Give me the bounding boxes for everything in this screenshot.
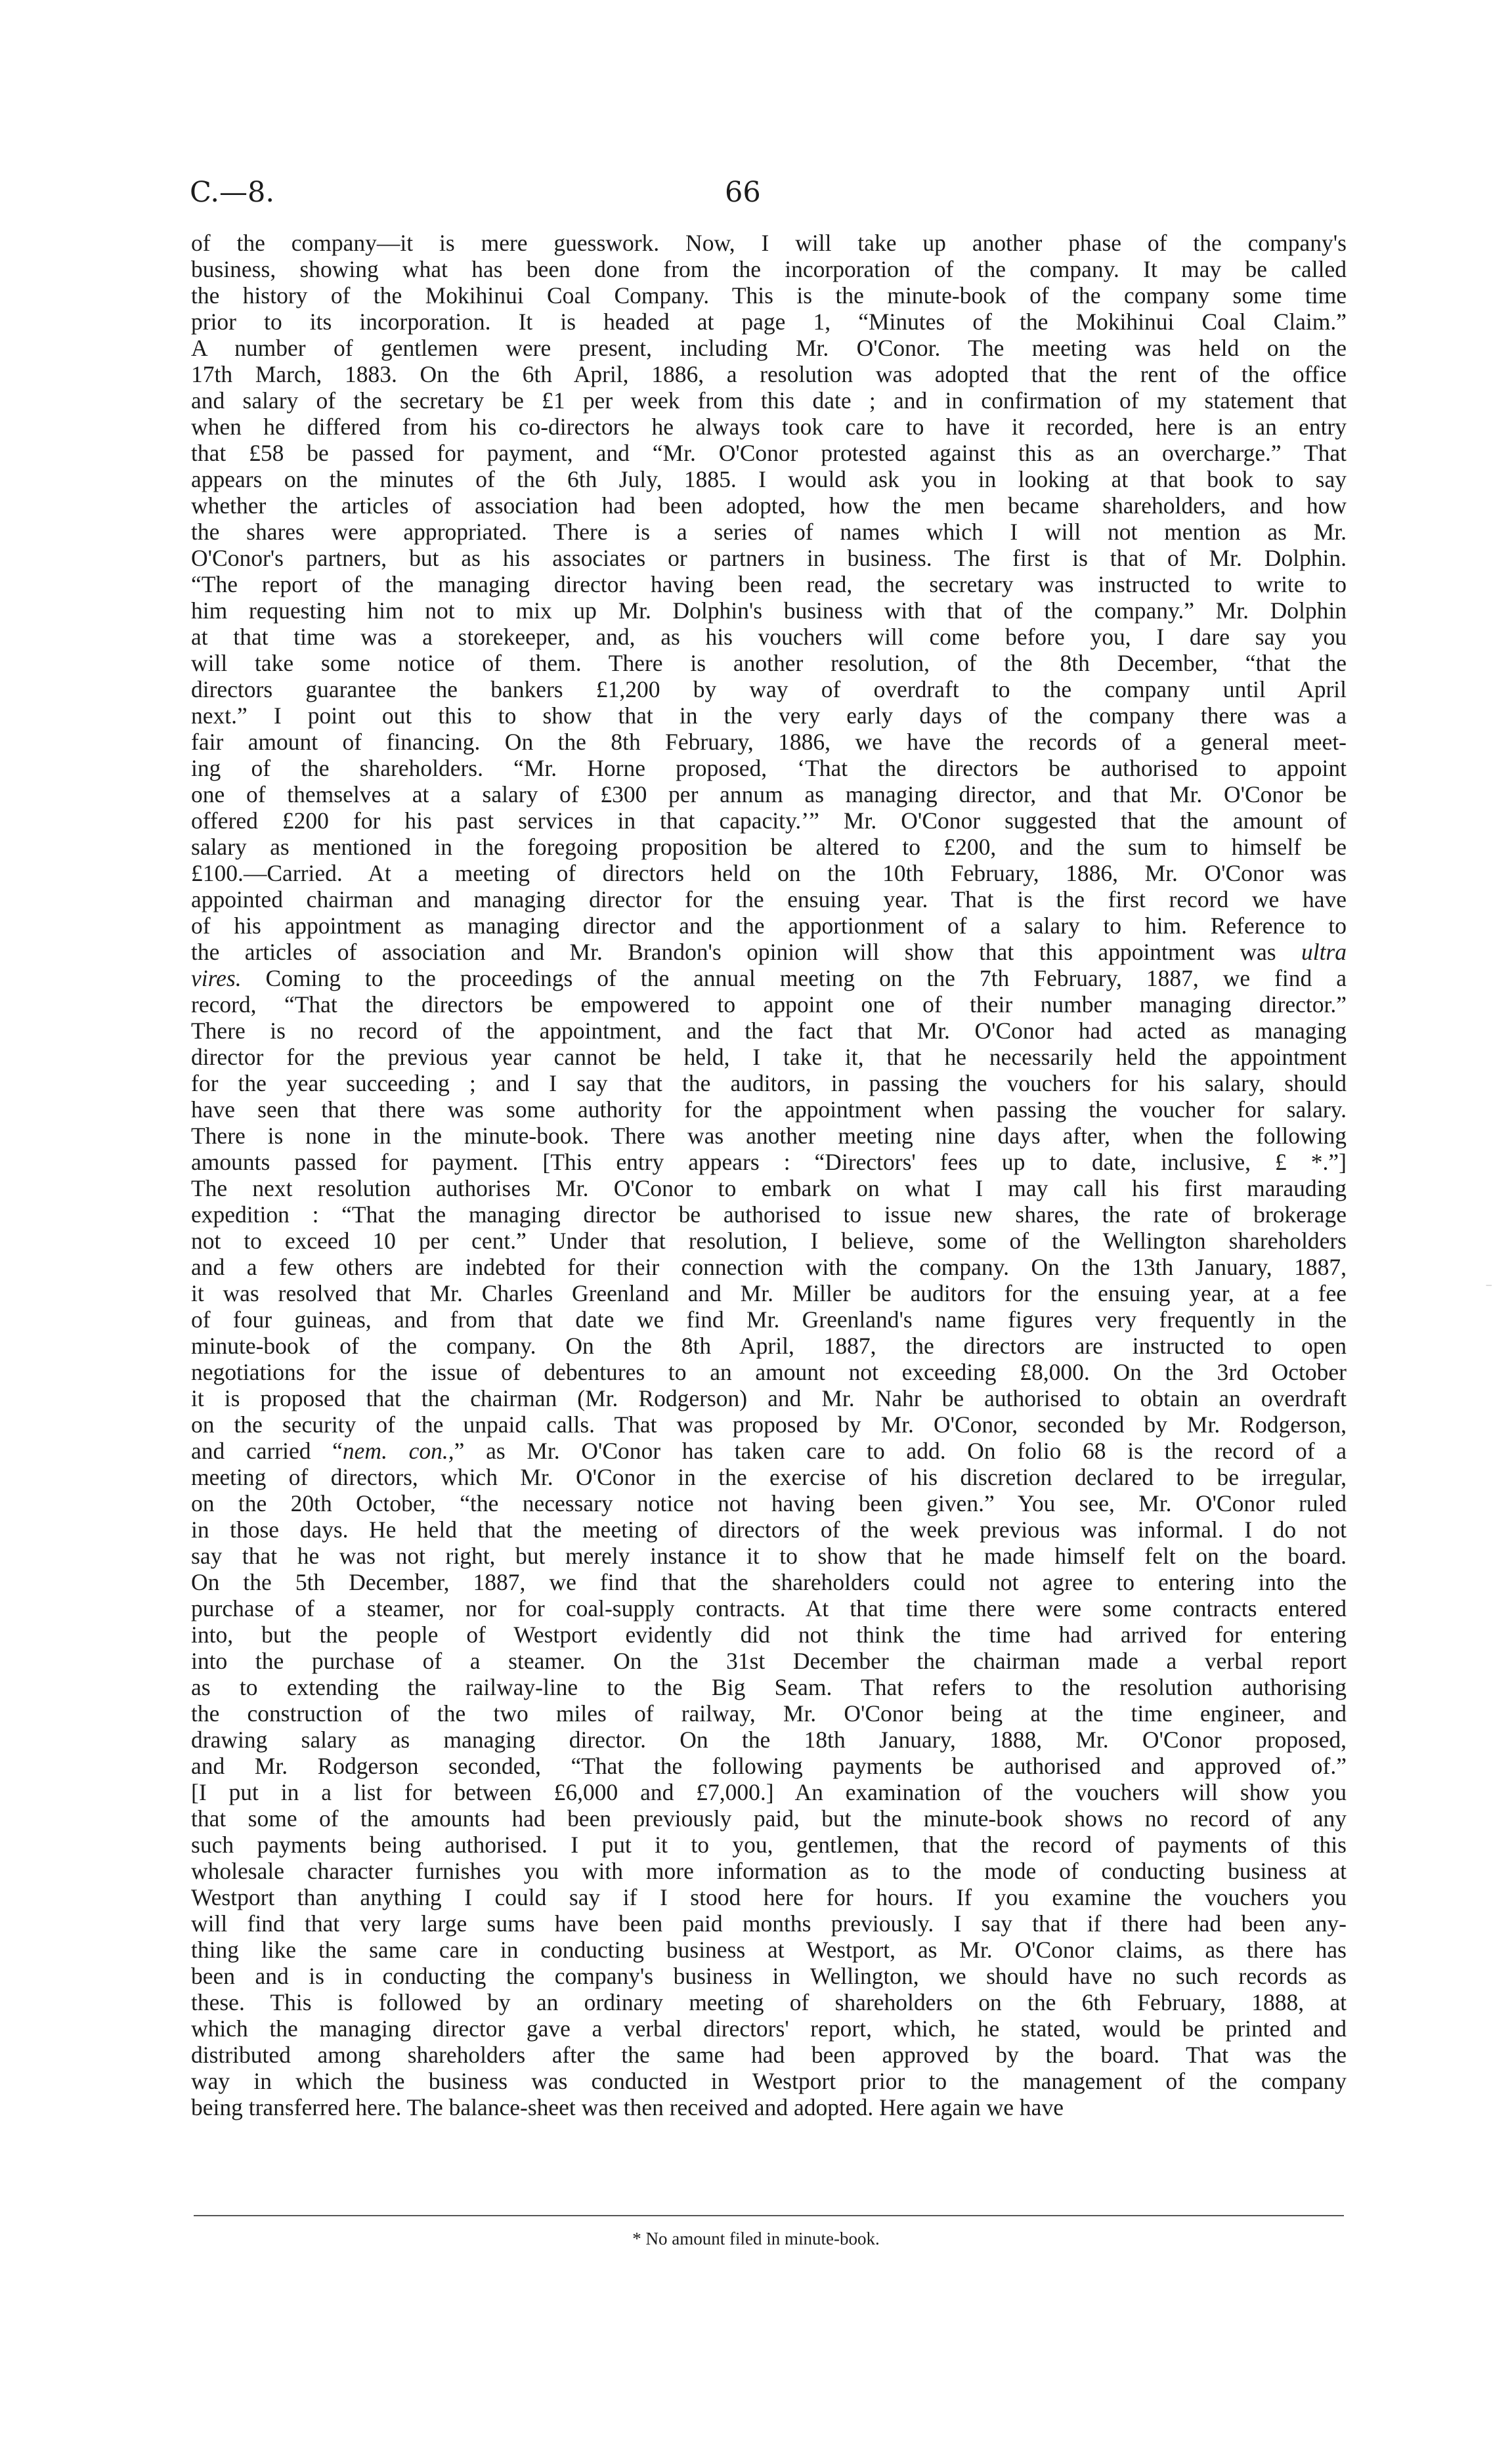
text-line: 17th March, 1883. On the 6th April, 1886, a resolution was adopted that the rent of the office	[191, 361, 1347, 387]
text-line: salary as mentioned in the foregoing proposition be altered to £200, and the sum to himself be	[191, 834, 1347, 860]
text-line: such payments being authorised. I put it to you, gentlemen, that the record of payments of this	[191, 1832, 1347, 1858]
text-line: A number of gentlemen were present, including Mr. O'Conor. The meeting was held on the	[191, 335, 1347, 361]
text-line: into, but the people of Westport evidently did not think the time had arrived for entering	[191, 1622, 1347, 1648]
text-line: appears on the minutes of the 6th July, 1885. I would ask you in looking at that book to say	[191, 466, 1347, 492]
text-line: The next resolution authorises Mr. O'Conor to embark on what I may call his first marauding	[191, 1175, 1347, 1201]
text-line: the shares were appropriated. There is a series of names which I will not mention as Mr.	[191, 519, 1347, 545]
text-line: “The report of the managing director having been read, the secretary was instructed to write to	[191, 571, 1347, 597]
text-line: been and is in conducting the company's business in Wellington, we should have no such records as	[191, 1963, 1347, 1989]
text-line: O'Conor's partners, but as his associates or partners in business. The first is that of Mr. Dolphin.	[191, 545, 1347, 571]
text-line: one of themselves at a salary of £300 per annum as managing director, and that Mr. O'Conor be	[191, 781, 1347, 807]
text-line: of the company—it is mere guesswork. Now, I will take up another phase of the company's	[191, 230, 1347, 256]
text-line: Westport than anything I could say if I stood here for hours. If you examine the vouchers you	[191, 1884, 1347, 1910]
page-header	[190, 174, 1345, 213]
text-line: being transferred here. The balance-sheet was then received and adopted. Here again we have	[191, 2094, 1064, 2120]
text-line: on the security of the unpaid calls. That was proposed by Mr. O'Conor, seconded by Mr. Rodgerson,	[191, 1411, 1347, 1438]
text-line: these. This is followed by an ordinary meeting of shareholders on the 6th February, 1888, at	[191, 1989, 1347, 2015]
text-line: directors guarantee the bankers £1,200 by way of overdraft to the company until April	[191, 676, 1347, 702]
text-line: vires. Coming to the proceedings of the annual meeting on the 7th February, 1887, we find a	[191, 965, 1347, 991]
text-line: On the 5th December, 1887, we find that the shareholders could not agree to entering into the	[191, 1569, 1347, 1595]
text-line: drawing salary as managing director. On the 18th January, 1888, Mr. O'Conor proposed,	[191, 1727, 1347, 1753]
text-line: purchase of a steamer, nor for coal-supply contracts. At that time there were some contracts entered	[191, 1595, 1347, 1622]
text-line: prior to its incorporation. It is headed at page 1, “Minutes of the Mokihinui Coal Claim.”	[191, 309, 1347, 335]
text-line: say that he was not right, but merely instance it to show that he made himself felt on the board.	[191, 1543, 1347, 1569]
text-line: of four guineas, and from that date we find Mr. Greenland's name figures very frequently in the	[191, 1306, 1347, 1333]
text-line: whether the articles of association had been adopted, how the men became shareholders, and how	[191, 492, 1347, 519]
text-line: have seen that there was some authority for the appointment when passing the voucher for salary.	[191, 1096, 1347, 1123]
text-line: it is proposed that the chairman (Mr. Rodgerson) and Mr. Nahr be authorised to obtain an overdraft	[191, 1385, 1347, 1411]
text-line: thing like the same care in conducting business at Westport, as Mr. O'Conor claims, as there has	[191, 1937, 1347, 1963]
text-line: record, “That the directors be empowered to appoint one of their number managing director.”	[191, 991, 1347, 1018]
text-line: and salary of the secretary be £1 per week from this date ; and in confirmation of my statement that	[191, 387, 1347, 414]
text-line: meeting of directors, which Mr. O'Conor in the exercise of his discretion declared to be irregular,	[191, 1464, 1347, 1490]
text-line: into the purchase of a steamer. On the 31st December the chairman made a verbal report	[191, 1648, 1347, 1674]
margin-mark: ⁻	[1485, 1280, 1493, 1297]
text-line: the articles of association and Mr. Brandon's opinion will show that this appointment was ultra	[191, 939, 1347, 965]
text-line: which the managing director gave a verbal directors' report, which, he stated, would be printed and	[191, 2015, 1347, 2042]
text-line: that £58 be passed for payment, and “Mr. O'Conor protested against this as an overcharge.” That	[191, 440, 1347, 466]
text-line: [I put in a list for between £6,000 and £7,000.] An examination of the vouchers will show you	[191, 1779, 1347, 1805]
text-line: amounts passed for payment. [This entry appears : “Directors' fees up to date, inclusive, £ *.”]	[191, 1149, 1347, 1175]
text-line: negotiations for the issue of debentures to an amount not exceeding £8,000. On the 3rd October	[191, 1359, 1347, 1385]
text-line: director for the previous year cannot be held, I take it, that he necessarily held the appointment	[191, 1044, 1347, 1070]
text-line: will find that very large sums have been paid months previously. I say that if there had been any-	[191, 1910, 1347, 1937]
page-number: 66	[725, 176, 761, 209]
text-line: expedition : “That the managing director be authorised to issue new shares, the rate of brokerage	[191, 1201, 1347, 1228]
text-line: when he differed from his co-directors he always took care to have it recorded, here is an entry	[191, 414, 1347, 440]
text-line: distributed among shareholders after the same had been approved by the board. That was the	[191, 2042, 1347, 2068]
text-line: There is no record of the appointment, and the fact that Mr. O'Conor had acted as managing	[191, 1018, 1347, 1044]
text-line: and Mr. Rodgerson seconded, “That the following payments be authorised and approved of.”	[191, 1753, 1347, 1779]
text-line: in those days. He held that the meeting of directors of the week previous was informal. I do not	[191, 1516, 1347, 1543]
text-line: that some of the amounts had been previously paid, but the minute-book shows no record of any	[191, 1805, 1347, 1832]
document-reference: C.—8.	[190, 176, 275, 209]
text-line: wholesale character furnishes you with more information as to the mode of conducting business at	[191, 1858, 1347, 1884]
text-line: business, showing what has been done from the incorporation of the company. It may be called	[191, 256, 1347, 282]
body-text	[191, 230, 1347, 2120]
text-line: the construction of the two miles of railway, Mr. O'Conor being at the time engineer, and	[191, 1700, 1347, 1727]
text-line: for the year succeeding ; and I say that the auditors, in passing the vouchers for his salary, should	[191, 1070, 1347, 1096]
text-line: way in which the business was conducted in Westport prior to the management of the company	[191, 2068, 1347, 2094]
text-line: minute-book of the company. On the 8th April, 1887, the directors are instructed to open	[191, 1333, 1347, 1359]
text-line: the history of the Mokihinui Coal Company. This is the minute-book of the company some time	[191, 282, 1347, 309]
footnote-divider	[194, 2215, 1344, 2216]
text-line: him requesting him not to mix up Mr. Dolphin's business with that of the company.” Mr. Dolphin	[191, 597, 1347, 624]
footnote: * No amount filed in minute-book.	[632, 2229, 880, 2248]
text-line: of his appointment as managing director and the apportionment of a salary to him. Reference to	[191, 913, 1347, 939]
text-line: not to exceed 10 per cent.” Under that resolution, I believe, some of the Wellington shareholders	[191, 1228, 1347, 1254]
text-line: next.” I point out this to show that in the very early days of the company there was a	[191, 702, 1347, 729]
text-line: at that time was a storekeeper, and, as his vouchers will come before you, I dare say you	[191, 624, 1347, 650]
text-line: will take some notice of them. There is another resolution, of the 8th December, “that the	[191, 650, 1347, 676]
text-line: as to extending the railway-line to the Big Seam. That refers to the resolution authorising	[191, 1674, 1347, 1700]
text-line: on the 20th October, “the necessary notice not having been given.” You see, Mr. O'Conor ruled	[191, 1490, 1347, 1516]
text-line: offered £200 for his past services in that capacity.’” Mr. O'Conor suggested that the amount of	[191, 807, 1347, 834]
text-line: and carried “nem. con.,” as Mr. O'Conor has taken care to add. On folio 68 is the record of a	[191, 1438, 1347, 1464]
text-line: There is none in the minute-book. There was another meeting nine days after, when the following	[191, 1123, 1347, 1149]
text-line: and a few others are indebted for their connection with the company. On the 13th January, 1887,	[191, 1254, 1347, 1280]
text-line: £100.—Carried. At a meeting of directors held on the 10th February, 1886, Mr. O'Conor was	[191, 860, 1347, 886]
text-line: it was resolved that Mr. Charles Greenland and Mr. Miller be auditors for the ensuing year, at a fee	[191, 1280, 1347, 1306]
text-line: ing of the shareholders. “Mr. Horne proposed, ‘That the directors be authorised to appoint	[191, 755, 1347, 781]
text-line: fair amount of financing. On the 8th February, 1886, we have the records of a general meet-	[191, 729, 1347, 755]
text-line: appointed chairman and managing director for the ensuing year. That is the first record we have	[191, 886, 1347, 913]
